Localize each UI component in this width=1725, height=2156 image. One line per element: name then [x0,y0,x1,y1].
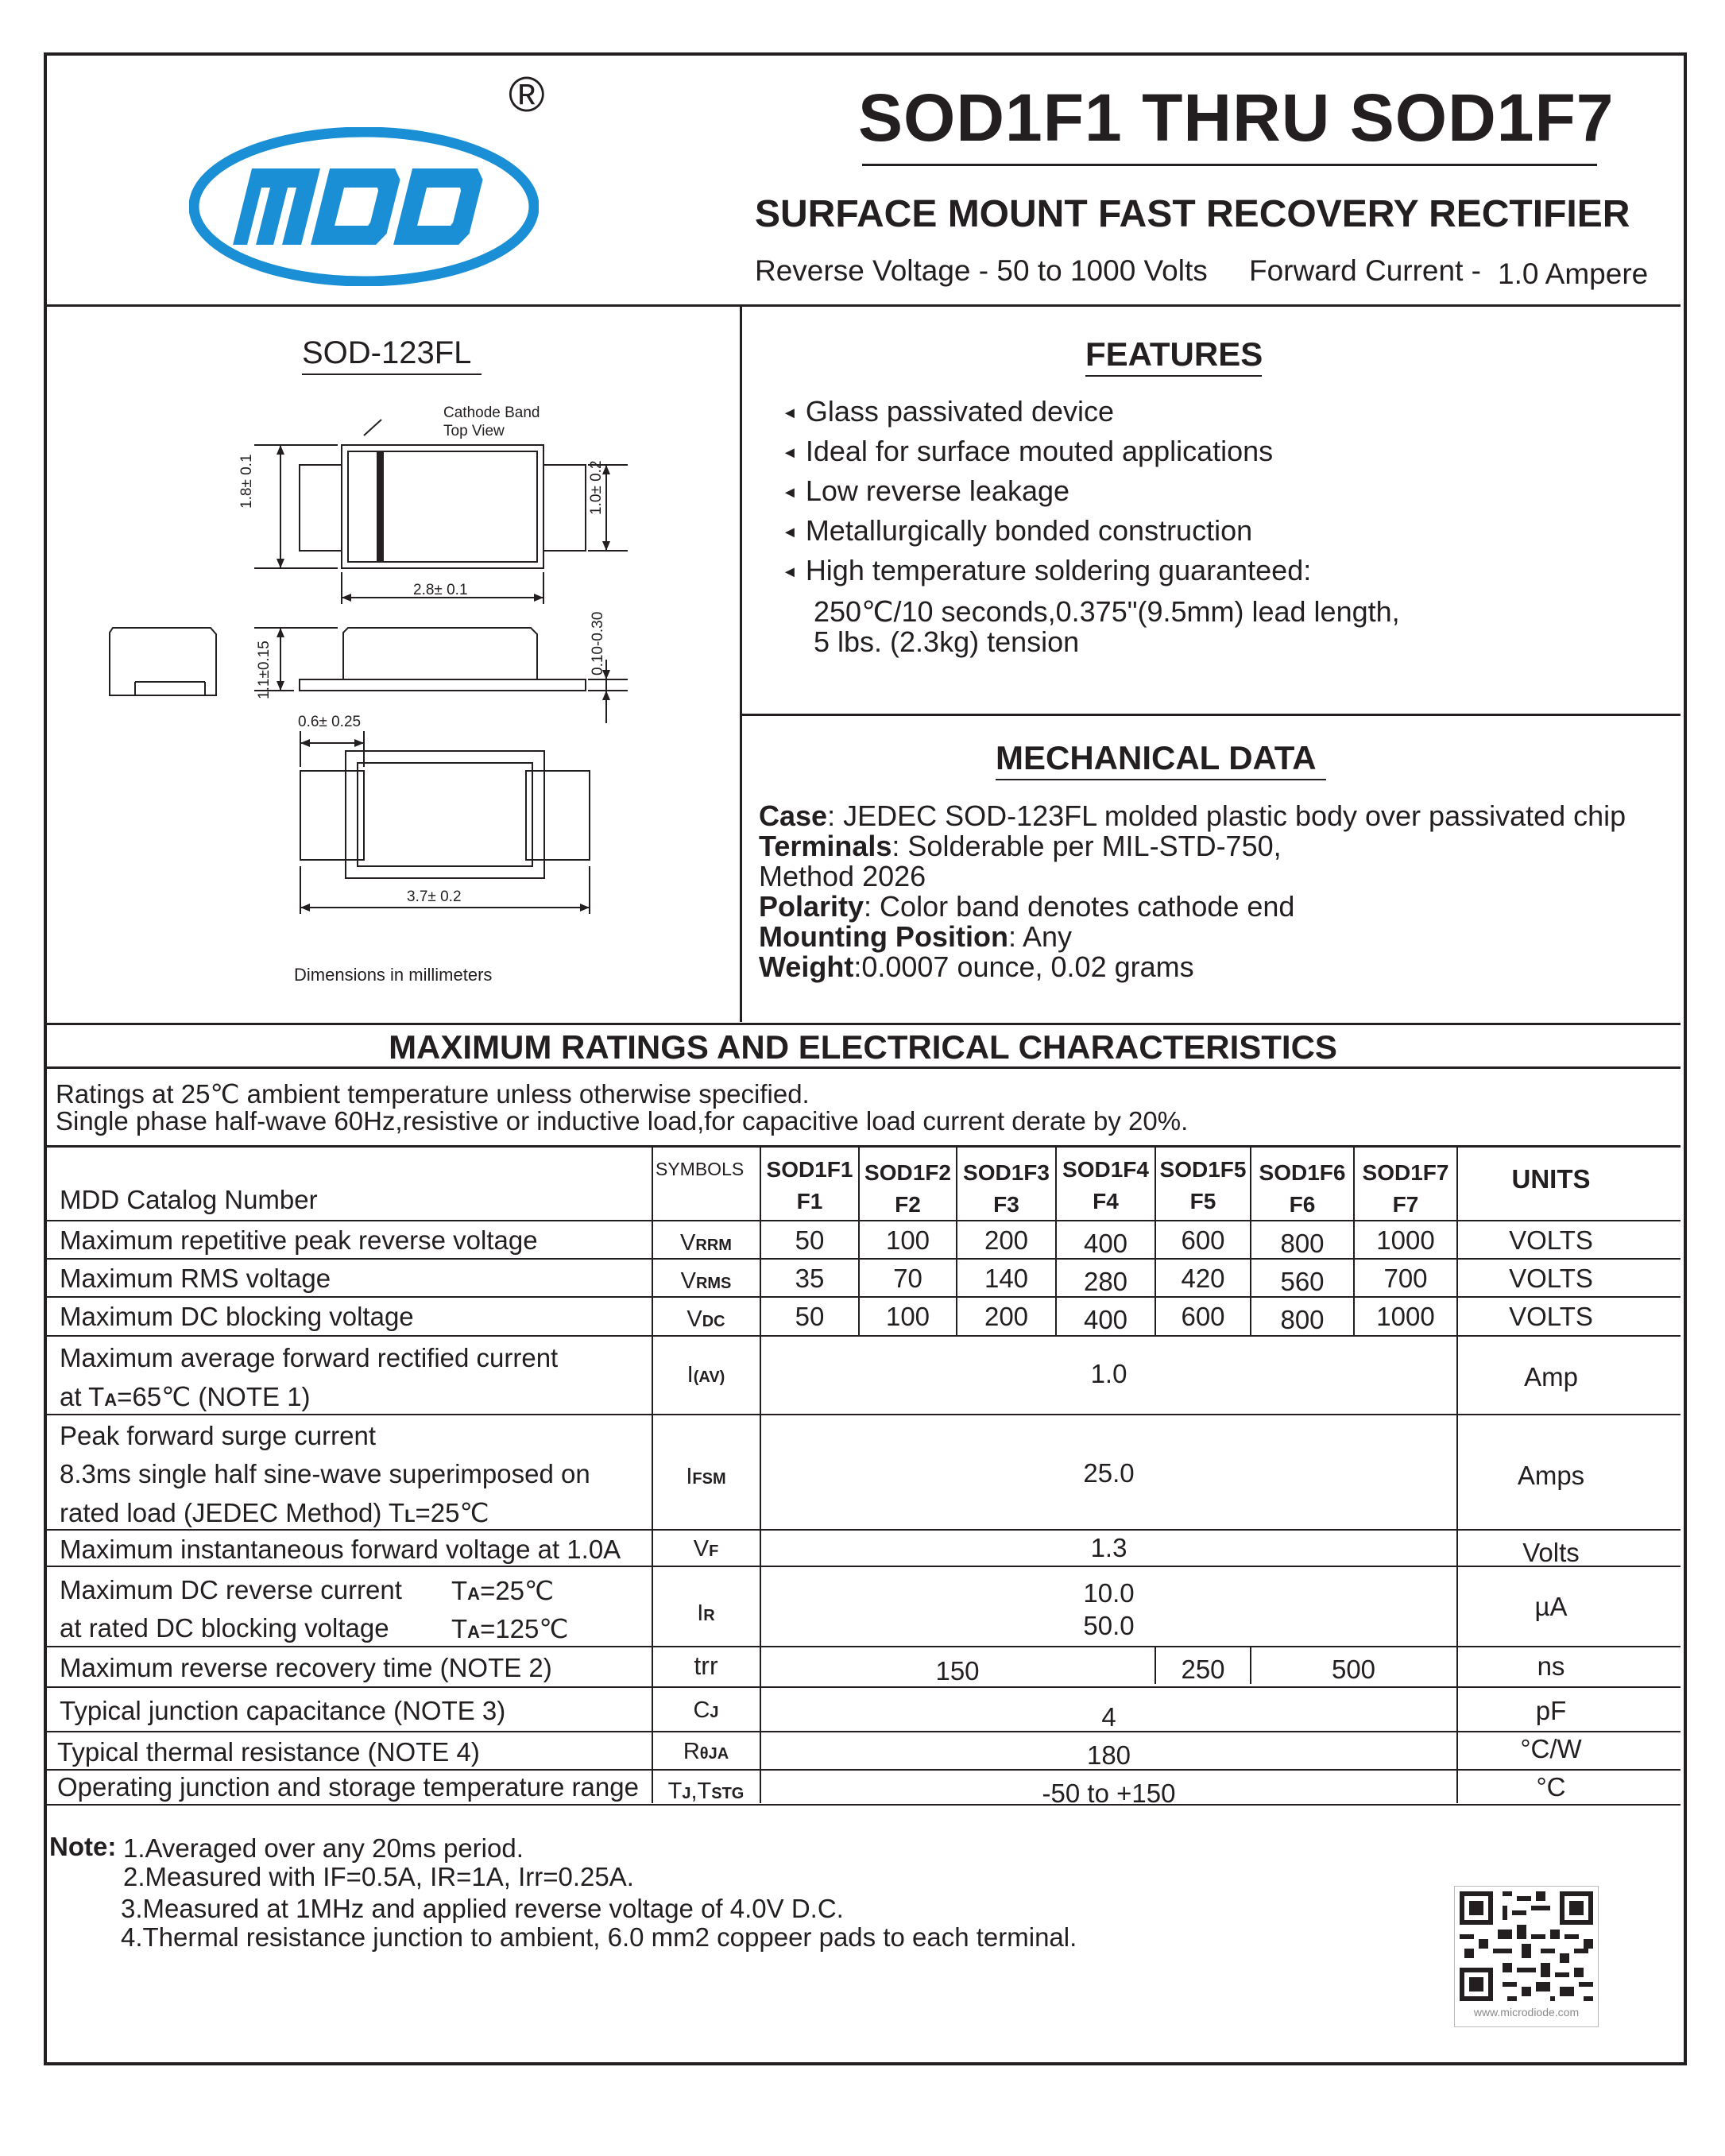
package-name-underline [302,374,482,375]
tj-label: Operating junction and storage temperature range [57,1772,639,1802]
ifsm-label-cont: 8.3ms single half sine-wave superimposed on [60,1459,590,1488]
trr-value: 150 [935,1656,980,1686]
vdc-value: 600 [1181,1302,1225,1331]
vdc-value: 400 [1083,1305,1128,1334]
vdc-value: 100 [885,1302,930,1331]
vrms-label: Maximum RMS voltage [60,1264,331,1293]
mech-weight: Weight:0.0007 ounce, 0.02 grams [759,950,1194,983]
units-label: UNITS [1511,1164,1591,1194]
vrrm-label: Maximum repetitive peak reverse voltage [60,1225,538,1255]
dim-pad-width: 0.6± 0.25 [298,714,362,730]
row-line [45,1258,1681,1260]
vf-value: 1.3 [1090,1533,1127,1562]
note-label: Note: [49,1832,117,1861]
divider-ratings-top [45,1023,1681,1025]
qr-url[interactable]: www.microdiode.com [1473,2006,1580,2019]
features-title: FEATURES [1085,335,1263,373]
forward-current-value: 1.0 Ampere [1498,257,1649,290]
dimensions-note: Dimensions in millimeters [294,965,493,985]
row-line [45,1414,1681,1415]
features-list [782,394,1400,656]
divider-table-top [45,1145,1681,1148]
vrrm-unit: VOLTS [1509,1225,1593,1255]
cj-symbol: CJ [693,1697,719,1723]
mech-mounting: Mounting Position: Any [759,920,1072,953]
trr-unit: ns [1537,1651,1565,1681]
ir-temp-1: TA=25℃ [451,1576,555,1605]
divider-ratings-title [45,1066,1681,1069]
iav-label-cont: at TA=65℃ (NOTE 1) [60,1382,311,1411]
rth-label: Typical thermal resistance (NOTE 4) [57,1737,480,1767]
dim-total-length: 3.7± 0.2 [407,888,462,905]
divider-features [740,714,1681,716]
vf-unit: Volts [1522,1538,1580,1567]
registered-mark: ® [509,68,545,122]
ifsm-label: Peak forward surge current [60,1421,377,1450]
vrms-value: 70 [893,1264,922,1293]
vdc-symbol: VDC [687,1306,725,1332]
trr-value: 500 [1331,1655,1376,1684]
package-drawing [95,389,652,930]
iav-unit: Amp [1524,1362,1578,1392]
dim-lead-thickness: 0.10-0.30 [590,611,606,675]
arrow-bullet-icon: ◄ [782,444,798,462]
subtitle: SURFACE MOUNT FAST RECOVERY RECTIFIER [755,193,1630,235]
iav-label: Maximum average forward rectified current [60,1343,559,1372]
ir-value-2: 50.0 [1083,1611,1135,1640]
vrms-value: 280 [1083,1267,1128,1296]
vf-symbol: VF [693,1536,719,1562]
title-underline [862,164,1597,166]
cathode-label: Cathode Band [443,404,540,421]
vdc-value: 1000 [1376,1302,1435,1331]
feature-cont: 5 lbs. (2.3kg) tension [814,625,1080,658]
qr-code [1454,1886,1599,2027]
vrms-value: 700 [1383,1264,1428,1293]
mechanical-title-underline [996,779,1326,780]
ratings-line-2: Single phase half-wave 60Hz,resistive or inductive load,for capacitive load current derate by 20%. [56,1106,1189,1136]
part-header: SOD1F1 F1 [766,1157,853,1213]
row-line [45,1646,1681,1647]
page-title: SOD1F1 THRU SOD1F7 [858,80,1615,155]
feature-cont: 250℃/10 seconds,0.375"(9.5mm) lead length, [814,595,1400,628]
ifsm-value: 25.0 [1083,1458,1135,1488]
vdc-unit: VOLTS [1509,1302,1593,1331]
rth-value: 180 [1086,1740,1131,1770]
symbols-label: SYMBOLS [656,1159,745,1179]
vrrm-value: 400 [1083,1229,1128,1258]
ifsm-label-cont: rated load (JEDEC Method) TL=25℃ [60,1498,489,1527]
iav-value: 1.0 [1090,1359,1127,1388]
feature-item: ◄ Ideal for surface mouted applications [782,435,1274,467]
part-header: SOD1F6 F6 [1259,1160,1346,1217]
arrow-bullet-icon: ◄ [782,563,798,581]
dim-height: 1.8± 0.1 [238,454,255,509]
part-header: SOD1F3 F3 [963,1160,1050,1217]
iav-symbol: I(AV) [687,1362,725,1388]
vrrm-value: 100 [885,1225,930,1255]
vdc-value: 800 [1280,1305,1325,1334]
trr-label: Maximum reverse recovery time (NOTE 2) [60,1653,552,1682]
ifsm-unit: Amps [1517,1461,1585,1490]
note-3: 3.Measured at 1MHz and applied reverse voltage of 4.0V D.C. [121,1894,844,1923]
note-2: 2.Measured with IF=0.5A, IR=1A, Irr=0.25A. [123,1862,634,1891]
trr-symbol: trr [694,1651,718,1680]
mech-polarity: Polarity: Color band denotes cathode end [759,890,1295,923]
vrrm-value: 50 [795,1225,825,1255]
ifsm-symbol: IFSM [686,1464,726,1489]
ratings-title: MAXIMUM RATINGS AND ELECTRICAL CHARACTERISTICS [389,1028,1337,1066]
trr-value: 250 [1181,1655,1225,1684]
row-line [45,1529,1681,1531]
vrrm-value: 200 [984,1225,1029,1255]
divider-header [45,304,1681,307]
ir-unit: µA [1534,1592,1568,1621]
catalog-label: MDD Catalog Number [60,1185,318,1214]
row-line [45,1566,1681,1567]
tj-value: -50 to +150 [1042,1779,1176,1808]
mdd-logo [189,127,539,286]
vdc-value: 50 [795,1302,825,1331]
vrms-unit: VOLTS [1509,1264,1593,1293]
mech-terminals: Terminals: Solderable per MIL-STD-750, [759,830,1282,862]
ir-value-1: 10.0 [1083,1578,1135,1608]
mechanical-list [759,801,1626,982]
tj-symbol: TJ,TSTG [667,1779,745,1804]
vdc-value: 200 [984,1302,1029,1331]
row-line [45,1686,1681,1688]
cj-label: Typical junction capacitance (NOTE 3) [60,1696,506,1725]
feature-item: ◄ Low reverse leakage [782,474,1070,507]
ratings-line-1: Ratings at 25℃ ambient temperature unless otherwise specified. [56,1079,810,1109]
note-4: 4.Thermal resistance junction to ambient, 6.0 mm2 coppeer pads to each terminal. [121,1922,1077,1952]
feature-item: ◄ High temperature soldering guaranteed: [782,554,1312,586]
vf-label: Maximum instantaneous forward voltage at 1.0A [60,1535,621,1564]
ir-symbol: IR [697,1601,715,1626]
part-header: SOD1F5 F5 [1159,1157,1247,1213]
part-header: SOD1F4 F4 [1062,1157,1149,1213]
mech-case: Case: JEDEC SOD-123FL molded plastic body over passivated chip [759,799,1626,832]
package-name: SOD-123FL [302,335,472,370]
divider-middle [740,305,742,1022]
note-1: 1.Averaged over any 20ms period. [123,1833,524,1863]
cj-unit: pF [1535,1696,1567,1725]
part-header: SOD1F7 F7 [1362,1160,1449,1217]
feature-item: ◄ Metallurgically bonded construction [782,514,1253,547]
vrrm-value: 1000 [1376,1225,1435,1255]
ir-label-cont: at rated DC blocking voltage [60,1613,389,1643]
rth-symbol: RθJA [683,1739,729,1764]
ir-temp-2: TA=125℃ [451,1614,569,1643]
arrow-bullet-icon: ◄ [782,524,798,541]
vrms-value: 420 [1181,1264,1225,1293]
forward-current-label: Forward Current - [1249,254,1481,287]
vdc-label: Maximum DC blocking voltage [60,1302,414,1331]
dim-length: 2.8± 0.1 [413,582,468,598]
tj-unit: °C [1536,1772,1566,1802]
dim-band: 1.0± 0.2 [588,460,605,515]
row-line [45,1335,1681,1337]
dim-side-height: 1.1±0.15 [256,641,273,699]
row-line [45,1296,1681,1298]
vrms-value: 140 [984,1264,1029,1293]
vrms-symbol: VRMS [680,1268,732,1294]
arrow-bullet-icon: ◄ [782,404,798,422]
cj-value: 4 [1101,1702,1116,1732]
ir-label: Maximum DC reverse current [60,1575,402,1604]
arrow-bullet-icon: ◄ [782,484,798,501]
part-header: SOD1F2 F2 [864,1160,951,1217]
vrms-value: 35 [795,1264,825,1293]
vrrm-value: 800 [1280,1229,1325,1258]
features-title-underline [1085,375,1262,377]
qr-code-icon [1455,1887,1598,2006]
vrrm-symbol: VRRM [680,1230,732,1256]
mech-terminals-cont: Method 2026 [759,860,926,892]
vrrm-value: 600 [1181,1225,1225,1255]
reverse-voltage: Reverse Voltage - 50 to 1000 Volts [755,254,1208,287]
rth-unit: °C/W [1520,1734,1582,1763]
feature-item: ◄ Glass passivated device [782,395,1115,428]
mechanical-title: MECHANICAL DATA [996,739,1317,776]
top-view-label: Top View [443,423,505,439]
vrms-value: 560 [1280,1267,1325,1296]
